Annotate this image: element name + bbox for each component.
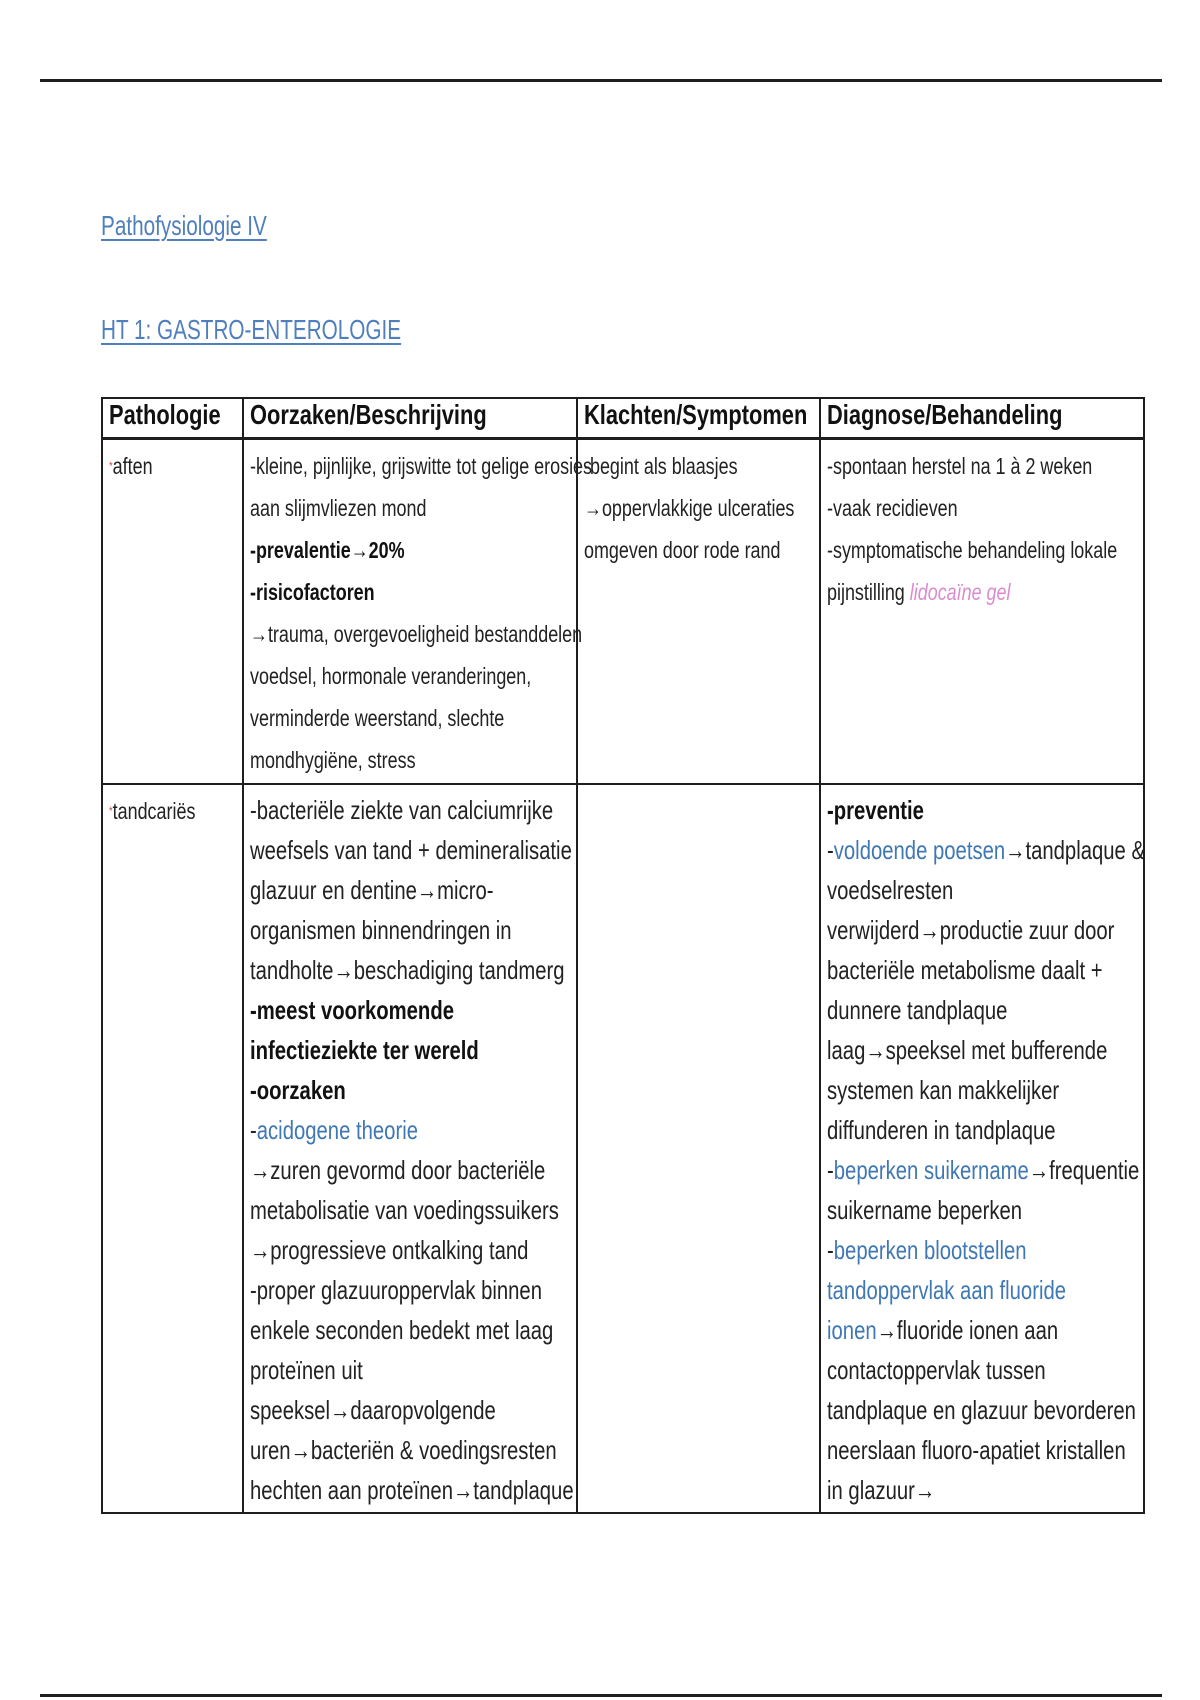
text-line-bold: -risicofactoren	[250, 579, 375, 605]
highlighted-term: beperken suikername	[833, 1155, 1029, 1185]
header-diagnose: Diagnose/Behandeling	[820, 398, 1144, 439]
condition-name: aften	[112, 453, 153, 479]
klachten-cell	[577, 784, 820, 1513]
text-line: →frequentie	[1028, 1155, 1140, 1185]
text-line: -	[827, 1155, 834, 1185]
text-line: -kleine, pijnlijke, grijswitte tot gelige erosies	[250, 453, 593, 479]
text-line: verwijderd→productie zuur door	[827, 915, 1115, 945]
header-pathologie: Pathologie	[102, 398, 243, 439]
text-line: -proper glazuuroppervlak binnen	[250, 1275, 543, 1305]
klachten-cell	[577, 439, 820, 785]
highlighted-term: acidogene theorie	[256, 1115, 419, 1145]
table-header-row	[102, 398, 1144, 439]
text-line: proteïnen uit	[250, 1355, 363, 1385]
table-row-tandcaries	[102, 784, 1144, 1513]
highlighted-term: voldoende poetsen	[833, 835, 1006, 865]
text-line: laag→speeksel met bufferende	[827, 1035, 1108, 1065]
text-line-bold: -prevalentie→20%	[250, 537, 405, 563]
oorzaken-cell	[243, 784, 577, 1513]
text-line-bold: infectieziekte ter wereld	[250, 1035, 479, 1065]
text-line: suikername beperken	[827, 1195, 1023, 1225]
drug-name: lidocaïne gel	[909, 579, 1011, 605]
text-line: -spontaan herstel na 1 à 2 weken	[827, 453, 1093, 479]
text-line: dunnere tandplaque	[827, 995, 1008, 1025]
text-line: hechten aan proteïnen→tandplaque	[250, 1475, 574, 1505]
text-line: pijnstilling	[827, 579, 910, 605]
text-line: organismen binnendringen in	[250, 915, 512, 945]
text-line: -vaak recidieven	[827, 495, 958, 521]
text-line: speeksel→daaropvolgende	[250, 1395, 496, 1425]
diagnose-cell	[820, 784, 1144, 1513]
text-line-bold: -preventie	[827, 795, 924, 825]
text-line: voedselresten	[827, 875, 954, 905]
text-line: →tandplaque &	[1005, 835, 1145, 865]
text-line: mondhygiëne, stress	[250, 747, 416, 773]
text-line: →oppervlakkige ulceraties	[584, 495, 795, 521]
text-line: tandholte→beschadiging tandmerg	[250, 955, 565, 985]
text-line: tandplaque en glazuur bevorderen	[827, 1395, 1136, 1425]
text-line: -begint als blaasjes	[584, 453, 738, 479]
text-line: bacteriële metabolisme daalt +	[827, 955, 1103, 985]
text-line: enkele seconden bedekt met laag	[250, 1315, 554, 1345]
text-line: -	[250, 1115, 257, 1145]
condition-cell	[102, 439, 243, 785]
text-line: -	[827, 835, 834, 865]
text-line: neerslaan fluoro-apatiet kristallen	[827, 1435, 1126, 1465]
comment-marker-icon: *	[109, 459, 113, 473]
condition-name: tandcariës	[112, 798, 196, 824]
table-row-aften	[102, 439, 1144, 785]
text-line: →trauma, overgevoeligheid bestanddelen	[250, 621, 583, 647]
header-oorzaken: Oorzaken/Beschrijving	[243, 398, 577, 439]
bottom-rule	[40, 1694, 1162, 1697]
text-line: systemen kan makkelijker	[827, 1075, 1060, 1105]
text-line: -bacteriële ziekte van calciumrijke	[250, 795, 554, 825]
text-line: -symptomatische behandeling lokale	[827, 537, 1118, 563]
diagnose-cell	[820, 439, 1144, 785]
text-line: uren→bacteriën & voedingsresten	[250, 1435, 557, 1465]
document-title: Pathofysiologie IV	[101, 210, 267, 241]
highlighted-term: beperken blootstellen	[833, 1235, 1027, 1265]
text-line-bold: -meest voorkomende	[250, 995, 454, 1025]
oorzaken-cell	[243, 439, 593, 785]
text-line: metabolisatie van voedingssuikers	[250, 1195, 559, 1225]
text-line: →zuren gevormd door bacteriële	[250, 1155, 546, 1185]
header-klachten: Klachten/Symptomen	[577, 398, 820, 439]
condition-cell	[102, 784, 243, 1513]
top-rule	[40, 79, 1162, 82]
highlighted-term: ionen	[827, 1315, 877, 1345]
text-line: →fluoride ionen aan	[876, 1315, 1059, 1345]
text-line: glazuur en dentine→micro-	[250, 875, 494, 905]
text-line: voedsel, hormonale veranderingen,	[250, 663, 532, 689]
pathology-table	[101, 397, 1145, 1514]
text-line: omgeven door rode rand	[584, 537, 781, 563]
text-line: →progressieve ontkalking tand	[250, 1235, 529, 1265]
text-line-bold: -oorzaken	[250, 1075, 346, 1105]
highlighted-term: tandoppervlak aan fluoride	[827, 1275, 1067, 1305]
text-line: weefsels van tand + demineralisatie	[250, 835, 572, 865]
text-line: diffunderen in tandplaque	[827, 1115, 1056, 1145]
text-line: contactoppervlak tussen	[827, 1355, 1046, 1385]
text-line: aan slijmvliezen mond	[250, 495, 427, 521]
text-line: verminderde weerstand, slechte	[250, 705, 505, 731]
comment-marker-icon: *	[109, 804, 113, 818]
text-line: in glazuur→	[827, 1475, 936, 1505]
text-line: -	[827, 1235, 834, 1265]
section-title: HT 1: GASTRO-ENTEROLOGIE	[101, 314, 402, 345]
